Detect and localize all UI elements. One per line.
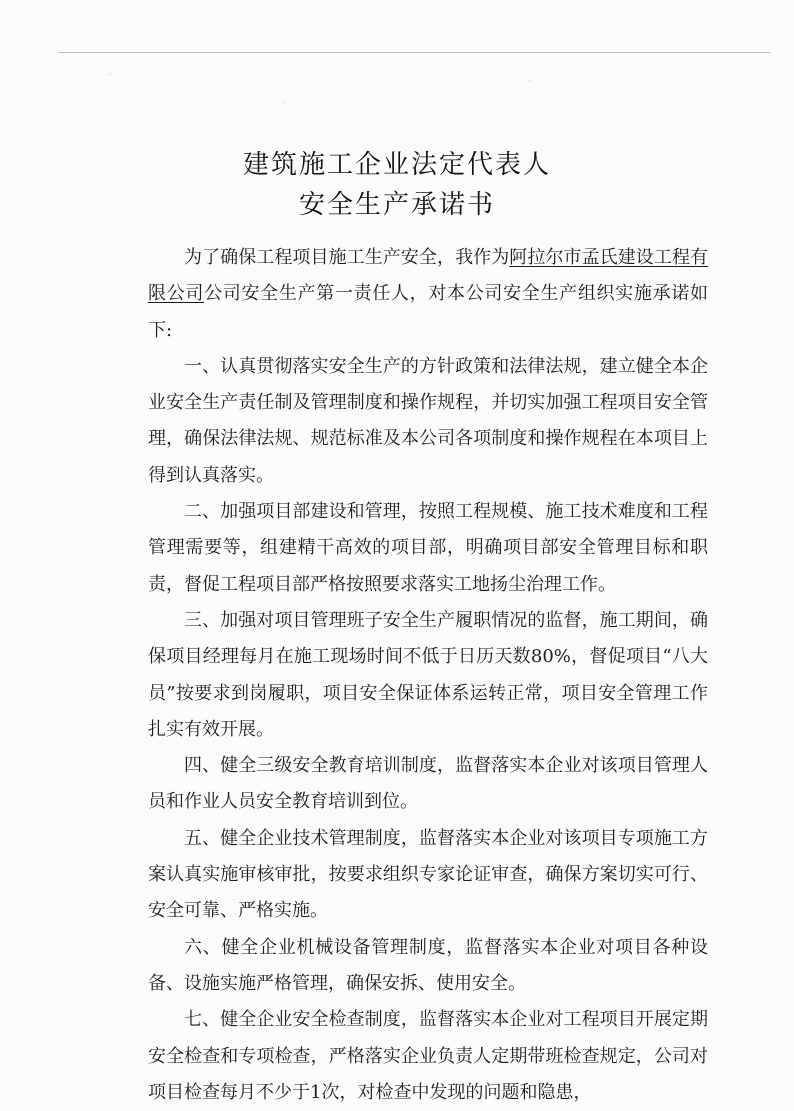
intro-prefix: 为了确保工程项目施工生产安全，我作为 — [184, 247, 510, 268]
commitment-paragraph-2: 二、加强项目部建设和管理，按照工程规模、施工技术难度和工程管理需要等，组建精干高效的项目部，明确项目部安全管理目标和职责，督促工程项目部严格按照要求落实工地扬尘治理工作。 — [148, 501, 708, 595]
commitment-paragraph-6: 六、健全企业机械设备管理制度，监督落实本企业对项目各种设备、设施实施严格管理，确保安拆、使用安全。 — [148, 936, 708, 994]
intro-suffix: 公司安全生产第一责任人，对本公司安全生产组织实施承诺如下: — [148, 283, 709, 341]
commitment-paragraph-4: 四、健全三级安全教育培训制度，监督落实本企业对该项目管理人员和作业人员安全教育培训到位。 — [148, 755, 708, 813]
document-title-line-1: 建筑施工企业法定代表人 — [242, 150, 551, 180]
commitment-paragraph-1: 一、认真贯彻落实安全生产的方针政策和法律法规，建立健全本企业安全生产责任制及管理制度和操作规程，并切实加强工程项目安全管理，确保法律法规、规范标准及本公司各项制度和操作规程在本项目上得到认真落实。 — [148, 355, 708, 486]
document-title-line-2: 安全生产承诺书 — [298, 190, 495, 220]
top-rule — [58, 52, 770, 53]
company-name: 阿拉尔市孟氏建设工程有限公司 — [148, 247, 709, 305]
commitment-paragraph-7: 七、健全企业安全检查制度，监督落实本企业对工程项目开展定期安全检查和专项检查，严格落实企业负责人定期带班检查规定，公司对项目检查每月不少于1次，对检查中发现的问题和隐患， — [148, 1009, 708, 1103]
document-body — [148, 240, 708, 1111]
scan-noise — [40, 60, 740, 130]
intro-paragraph — [148, 240, 708, 349]
commitment-paragraph-5: 五、健全企业技术管理制度，监督落实本企业对该项目专项施工方案认真实施审核审批，按要求组织专家论证审查，确保方案切实可行、安全可靠、严格实施。 — [148, 827, 708, 922]
commitment-paragraph-3: 三、加强对项目管理班子安全生产履职情况的监督，施工期间，确保项目经理每月在施工现场时间不低于日历天数80%，督促项目“八大员”按要求到岗履职，项目安全保证体系运转正常，项目安全管理工作扎实有效开展。 — [148, 609, 708, 740]
